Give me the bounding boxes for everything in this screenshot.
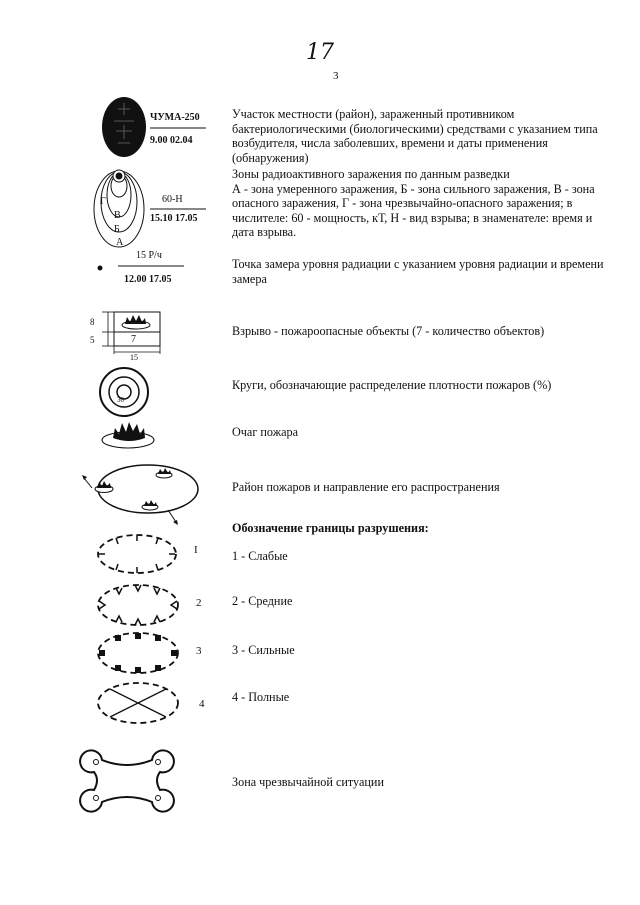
destruction-heading: Обозначение границы разрушения: [232,521,429,535]
level-number-2: 2 [196,597,202,609]
zone-letter-g: Г [100,196,106,207]
plague-label-divider [150,127,206,129]
level-number-3: 3 [196,645,202,657]
explosive-description: Взрыво - пожароопасные объекты (7 - количество объектов) [232,324,545,338]
zone-letter-a: А [116,237,124,248]
level-label-3: 3 - Сильные [232,643,295,657]
emergency-zone-symbol [82,748,172,812]
plague-label-top: ЧУМА-250 [150,112,200,123]
handwritten-page-number: 17 [306,40,334,65]
radiation-description: Точка замера уровня радиации с указанием уровня радиации и времени замера [232,257,604,286]
zone-letter-b: Б [114,224,120,235]
page-number: 3 [333,70,339,82]
plague-area-symbol [100,95,150,161]
level-number-1: I [194,544,198,556]
fire-area-symbol [88,462,200,528]
radiation-label-top: 15 Р/ч [136,250,162,261]
dimension-height-bottom: 5 [90,335,95,345]
object-count: 7 [131,334,136,345]
radioactive-description: Зоны радиоактивного заражения по данным разведки А - зона умеренного заражения, Б - зона сильного заражения, В - зона опасного заражения, Г - зона чрезвычайно-опасного заражения; в числителе: 60 - мощность, кТ, Н - вид взрыва; в знаменателе: время и дата взрыва. [232,167,595,239]
fire-area-description: Район пожаров и направление его распространения [232,480,500,494]
destruction-medium-symbol [96,582,180,628]
level-label-2: 2 - Средние [232,594,293,608]
fire-source-symbol [100,418,156,450]
level-label-1: 1 - Слабые [232,549,288,563]
destruction-total-symbol [96,680,180,726]
radiation-point-dot [96,264,104,272]
level-label-4: 4 - Полные [232,690,290,704]
fire-density-description: Круги, обозначающие распределение плотности пожаров (%) [232,378,552,392]
dimension-height-top: 8 [90,317,95,327]
radiation-label-divider [118,265,184,267]
radioactive-label-bottom: 15.10 17.05 [150,213,198,224]
radioactive-label-top: 60-Н [162,194,183,205]
radioactive-label-divider [150,208,206,210]
fire-source-description: Очаг пожара [232,425,299,439]
destruction-strong-symbol [96,630,180,676]
plague-label-bottom: 9.00 02.04 [150,135,193,146]
zone-letter-v: В [114,210,121,221]
emergency-description: Зона чрезвычайной ситуации [232,775,384,789]
radiation-label-bottom: 12.00 17.05 [124,274,172,285]
density-circle-label: 30 [117,396,124,404]
plague-description: Участок местности (район), зараженный противником бактериологическими (биологическими) средствами с указанием типа возбудителя, числа заболевших, времени и даты применения (обнаружения) [232,107,598,165]
fire-density-circles-symbol [98,366,150,418]
destruction-weak-symbol [96,532,178,576]
dimension-width: 15 [130,353,138,362]
level-number-4: 4 [199,698,205,710]
